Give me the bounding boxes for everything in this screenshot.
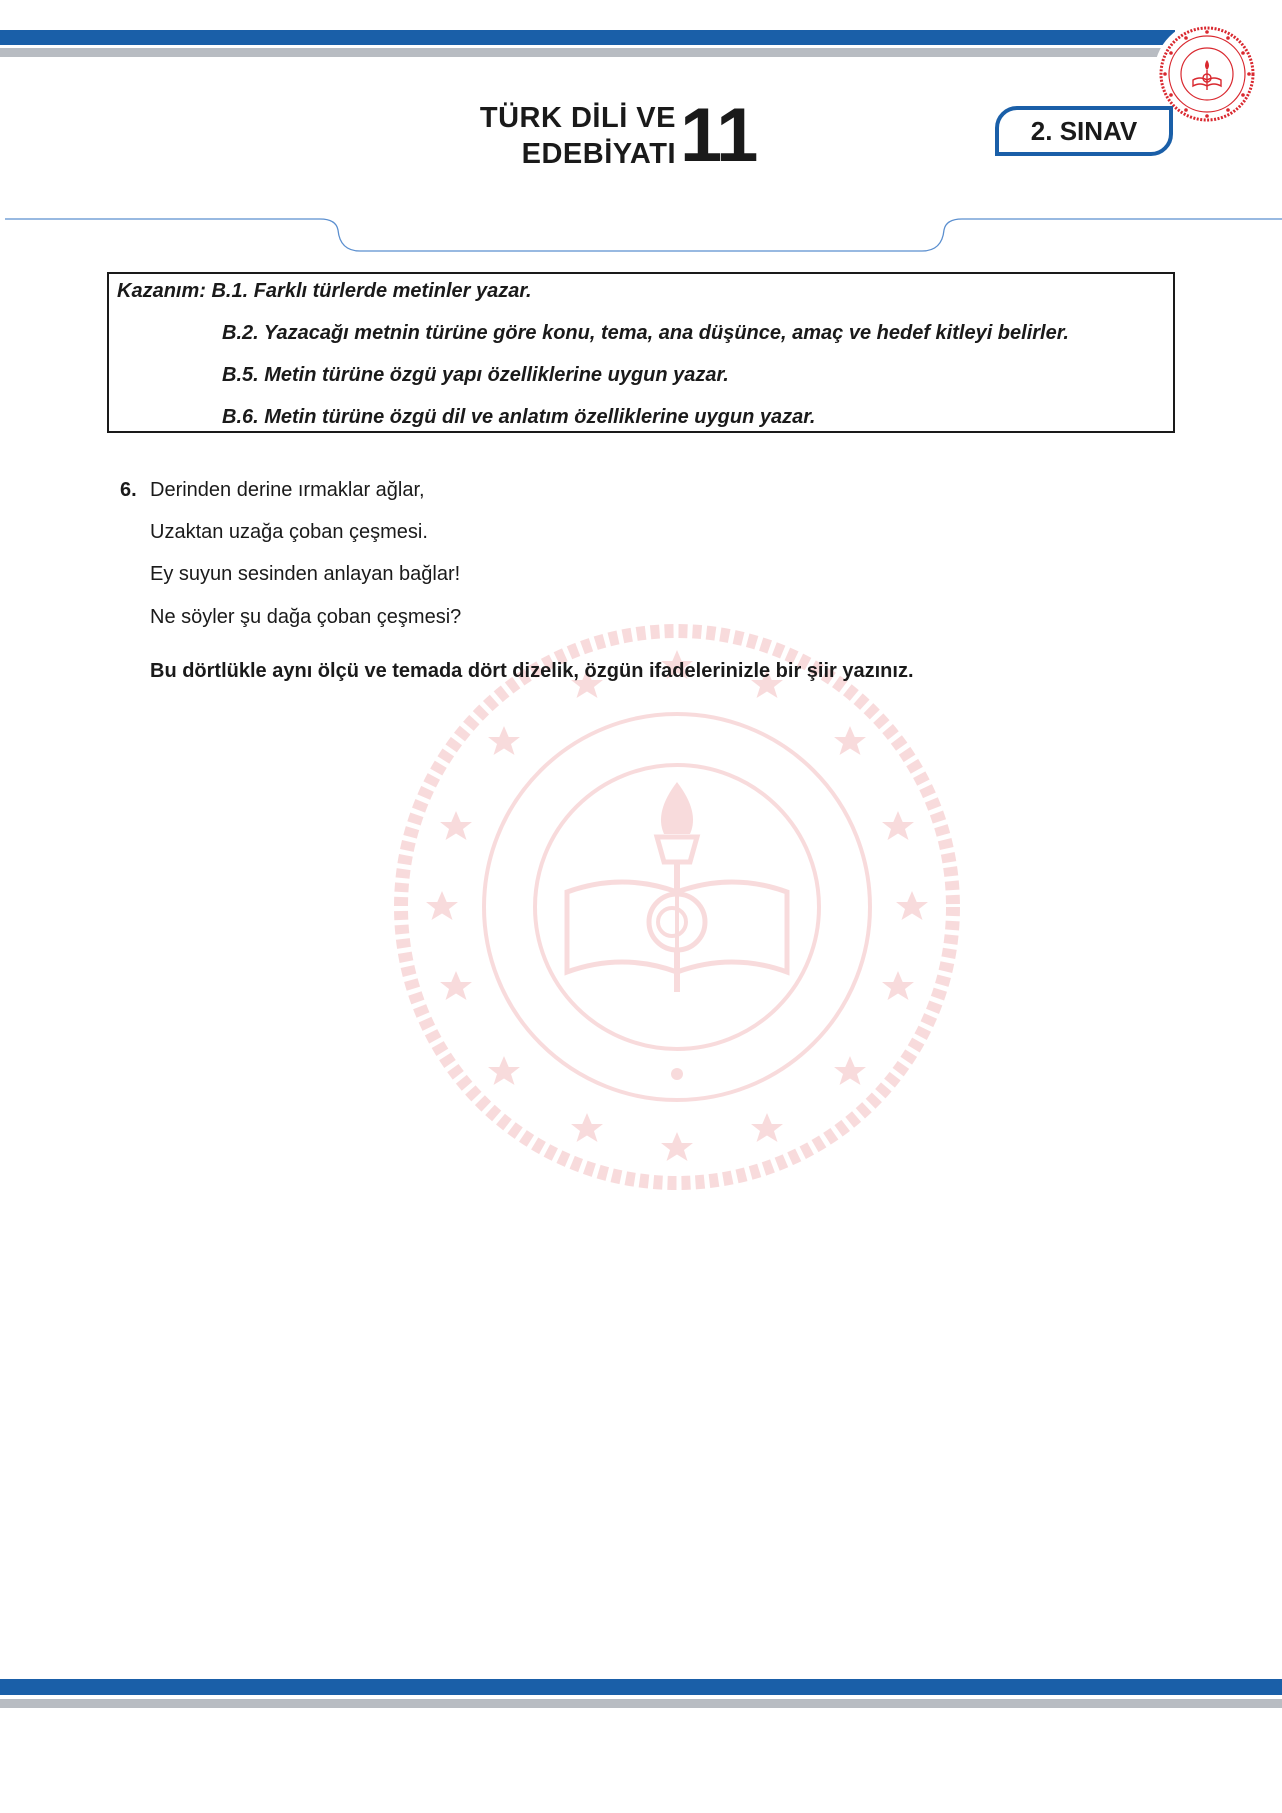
- kazanim-line-4: B.6. Metin türüne özgü dil ve anlatım özelliklerine uygun yazar.: [222, 406, 816, 428]
- kazanim-line-1: Kazanım: B.1. Farklı türlerde metinler yazar.: [117, 280, 532, 302]
- subject-title: [380, 100, 676, 172]
- subject-title-line2: EDEBİYATI: [521, 138, 676, 170]
- meb-watermark-icon: [392, 622, 962, 1192]
- bottom-blue-bar: [0, 1679, 1282, 1695]
- question-instruction: Bu dörtlükle aynı ölçü ve temada dört dizelik, özgün ifadelerinizle bir şiir yazınız.: [150, 660, 914, 682]
- top-blue-bar: [0, 30, 1175, 45]
- kazanim-line-3: B.5. Metin türüne özgü yapı özelliklerine uygun yazar.: [222, 364, 729, 386]
- poem-line-2: Uzaktan uzağa çoban çeşmesi.: [150, 521, 428, 543]
- header-separator: [0, 200, 1282, 260]
- question-number: 6.: [120, 479, 137, 501]
- grade-number: 11: [680, 93, 757, 178]
- exam-label: 2. SINAV: [1030, 115, 1138, 146]
- kazanim-box: [107, 272, 1175, 433]
- kazanim-line-2: B.2. Yazacağı metnin türüne göre konu, tema, ana düşünce, amaç ve hedef kitleyi belirler.: [222, 322, 1069, 344]
- subject-title-line1: TÜRK DİLİ VE: [479, 102, 676, 134]
- bottom-grey-bar: [0, 1699, 1282, 1708]
- top-grey-bar: [0, 48, 1175, 57]
- poem-line-1: Derinden derine ırmaklar ağlar,: [150, 479, 425, 501]
- poem-line-4: Ne söyler şu dağa çoban çeşmesi?: [150, 606, 462, 628]
- poem-line-3: Ey suyun sesinden anlayan bağlar!: [150, 563, 461, 585]
- exam-label-tab: [995, 106, 1173, 156]
